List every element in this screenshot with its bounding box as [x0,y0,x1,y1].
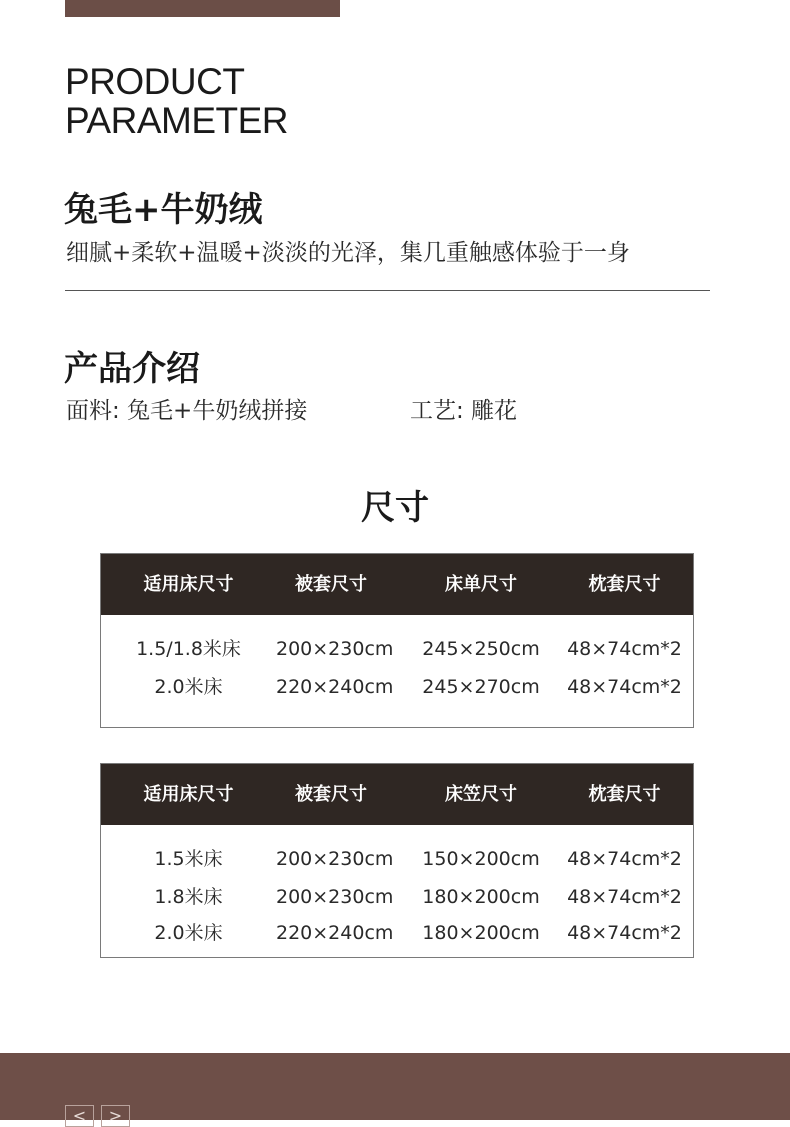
next-button[interactable]: > [101,1105,130,1127]
size-table-fitted [100,763,694,958]
table-cell: 1.5米床 [154,848,223,870]
intro-title: 产品介绍 [64,349,200,389]
material-title: 兔毛+牛奶绒 [64,190,263,230]
table-row [101,918,693,948]
table-row [101,672,693,702]
table-cell: 2.0米床 [154,676,223,698]
table-header-cell: 枕套尺寸 [588,784,661,805]
fabric-info: 面料: 兔毛+牛奶绒拼接 [66,398,308,424]
table-cell: 48×74cm*2 [567,848,682,870]
craft-info: 工艺: 雕花 [410,398,518,424]
table-cell: 200×230cm [276,848,394,870]
size-table-sheet [100,553,694,728]
table-row [101,844,693,874]
table-cell: 220×240cm [276,676,394,698]
table-cell: 48×74cm*2 [567,922,682,944]
table-header-cell: 适用床尺寸 [143,574,234,595]
table-header [101,764,693,825]
table-cell: 220×240cm [276,922,394,944]
table-cell: 150×200cm [422,848,540,870]
table-cell: 245×250cm [422,638,540,660]
table-cell: 1.8米床 [154,886,223,908]
page-title [65,62,288,140]
table-cell: 1.5/1.8米床 [136,638,241,660]
table-header-cell: 床笠尺寸 [445,784,517,805]
table-cell: 245×270cm [422,676,540,698]
page-title-line-2: PARAMETER [65,100,289,141]
table-cell: 200×230cm [276,886,394,908]
top-accent-bar [65,0,340,17]
table-header [101,554,693,615]
table-cell: 180×200cm [422,886,540,908]
table-cell: 180×200cm [422,922,540,944]
section-divider [65,290,710,291]
table-header-cell: 床单尺寸 [445,574,517,595]
table-row [101,634,693,664]
table-row [101,882,693,912]
table-header-cell: 适用床尺寸 [143,784,234,805]
size-title: 尺寸 [361,488,429,528]
table-header-cell: 被套尺寸 [295,784,367,805]
table-cell: 48×74cm*2 [567,886,682,908]
table-header-cell: 被套尺寸 [295,574,367,595]
prev-button[interactable]: < [65,1105,94,1127]
table-cell: 200×230cm [276,638,394,660]
page-title-line-1: PRODUCT [65,61,245,102]
table-cell: 48×74cm*2 [567,676,682,698]
table-cell: 2.0米床 [154,922,223,944]
table-cell: 48×74cm*2 [567,638,682,660]
material-description: 细腻+柔软+温暖+淡淡的光泽，集几重触感体验于一身 [66,240,630,266]
table-header-cell: 枕套尺寸 [588,574,661,595]
